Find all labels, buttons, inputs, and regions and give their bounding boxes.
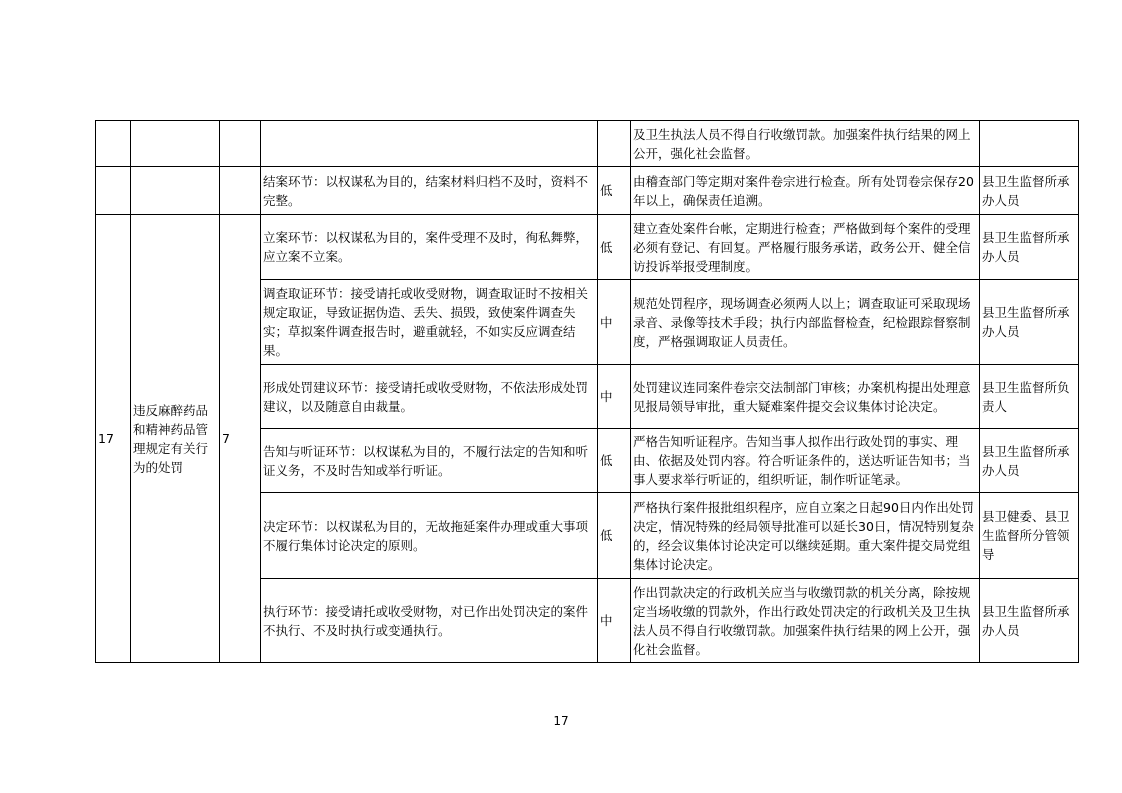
risk-point-cell: 立案环节：以权谋私为目的，案件受理不及时，徇私舞弊，应立案不立案。: [261, 215, 598, 280]
risk-level-cell: [598, 121, 631, 167]
risk-point-cell: 形成处罚建议环节：接受请托或收受财物，不依法形成处罚建议，以及随意自由裁量。: [261, 365, 598, 429]
item-number-cell-empty: [96, 167, 131, 215]
item-number-cell-empty: [96, 121, 131, 167]
risk-point-cell: 调查取证环节：接受请托或收受财物，调查取证时不按相关规定取证，导致证据伪造、丢失、损毁，致使案件调查失实；草拟案件调查报告时，避重就轻，不如实反应调查结果。: [261, 280, 598, 365]
table-row: [96, 121, 1079, 167]
responsible-party-cell: [980, 121, 1079, 167]
prevention-measures-cell: 严格执行案件报批组织程序，应自立案之日起90日内作出处罚决定，情况特殊的经局领导批准可以延长30日，情况特别复杂的，经会议集体讨论决定可以继续延期。重大案件提交局党组集体讨论决定。: [631, 493, 980, 579]
prevention-measures-cell: 严格告知听证程序。告知当事人拟作出行政处罚的事实、理由、依据及处罚内容。符合听证条件的，送达听证告知书；当事人要求举行听证的，组织听证，制作听证笔录。: [631, 429, 980, 493]
risk-level-cell: 中: [598, 579, 631, 663]
page-number: 17: [553, 714, 569, 728]
table-row: [96, 167, 1079, 215]
item-number-cell: 17: [96, 215, 131, 663]
item-count-cell-empty: [220, 167, 261, 215]
risk-level-cell: 低: [598, 429, 631, 493]
risk-point-cell: 告知与听证环节：以权谋私为目的，不履行法定的告知和听证义务，不及时告知或举行听证。: [261, 429, 598, 493]
item-name-cell-empty: [131, 167, 220, 215]
risk-level-cell: 中: [598, 365, 631, 429]
responsible-party-cell: 县卫生监督所承办人员: [980, 280, 1079, 365]
risk-point-cell: 结案环节：以权谋私为目的，结案材料归档不及时，资料不完整。: [261, 167, 598, 215]
prevention-measures-cell: 及卫生执法人员不得自行收缴罚款。加强案件执行结果的网上公开，强化社会监督。: [631, 121, 980, 167]
responsible-party-cell: 县卫生监督所承办人员: [980, 429, 1079, 493]
risk-point-cell: 决定环节：以权谋私为目的，无故拖延案件办理或重大事项不履行集体讨论决定的原则。: [261, 493, 598, 579]
responsible-party-cell: 县卫生监督所承办人员: [980, 579, 1079, 663]
prevention-measures-cell: 建立查处案件台帐，定期进行检查；严格做到每个案件的受理必须有登记、有回复。严格履行服务承诺，政务公开、健全信访投诉举报受理制度。: [631, 215, 980, 280]
risk-table: [95, 120, 1079, 663]
item-name-cell: 违反麻醉药品和精神药品管理规定有关行为的处罚: [131, 215, 220, 663]
responsible-party-cell: 县卫生监督所负责人: [980, 365, 1079, 429]
responsible-party-cell: 县卫生监督所承办人员: [980, 167, 1079, 215]
risk-level-cell: 中: [598, 280, 631, 365]
risk-point-cell: [261, 121, 598, 167]
item-name-cell-empty: [131, 121, 220, 167]
risk-level-cell: 低: [598, 215, 631, 280]
responsible-party-cell: 县卫生监督所承办人员: [980, 215, 1079, 280]
prevention-measures-cell: 规范处罚程序，现场调查必须两人以上；调查取证可采取现场录音、录像等技术手段；执行内部监督检查，纪检跟踪督察制度，严格强调取证人员责任。: [631, 280, 980, 365]
prevention-measures-cell: 处罚建议连同案件卷宗交法制部门审核；办案机构提出处理意见报局领导审批，重大疑难案件提交会议集体讨论决定。: [631, 365, 980, 429]
table-row: [96, 215, 1079, 280]
prevention-measures-cell: 作出罚款决定的行政机关应当与收缴罚款的机关分离，除按规定当场收缴的罚款外，作出行政处罚决定的行政机关及卫生执法人员不得自行收缴罚款。加强案件执行结果的网上公开，强化社会监督。: [631, 579, 980, 663]
prevention-measures-cell: 由稽查部门等定期对案件卷宗进行检查。所有处罚卷宗保存20年以上，确保责任追溯。: [631, 167, 980, 215]
item-count-cell: 7: [220, 215, 261, 663]
item-count-cell-empty: [220, 121, 261, 167]
risk-point-cell: 执行环节：接受请托或收受财物，对已作出处罚决定的案件不执行、不及时执行或变通执行。: [261, 579, 598, 663]
risk-level-cell: 低: [598, 167, 631, 215]
responsible-party-cell: 县卫健委、县卫生监督所分管领导: [980, 493, 1079, 579]
risk-level-cell: 低: [598, 493, 631, 579]
